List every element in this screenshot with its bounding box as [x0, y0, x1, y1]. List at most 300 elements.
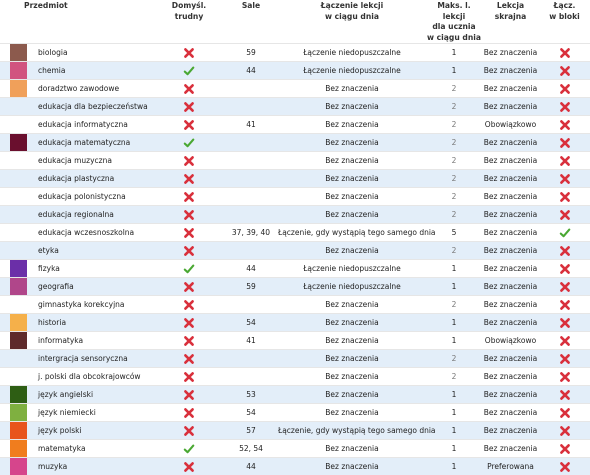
max-lessons-cell — [426, 458, 482, 475]
table-header — [0, 0, 590, 44]
cross-icon[interactable] — [559, 299, 571, 311]
block-join-cell[interactable] — [539, 188, 590, 206]
cross-icon[interactable] — [183, 371, 195, 383]
edge-lesson-cell — [482, 152, 539, 170]
block-join-cell[interactable] — [539, 80, 590, 98]
subject-name — [33, 152, 154, 170]
max-lessons-cell — [426, 332, 482, 350]
rooms-text: 54 — [246, 408, 256, 417]
block-join-cell[interactable] — [539, 242, 590, 260]
header-edge-lesson[interactable] — [482, 0, 539, 44]
rooms-cell — [224, 296, 278, 314]
joining-cell — [278, 422, 426, 440]
max-lessons-cell — [426, 368, 482, 386]
difficult-cell[interactable] — [154, 116, 224, 134]
header-joining[interactable] — [278, 0, 426, 44]
table-row[interactable] — [0, 206, 590, 224]
table-row[interactable] — [0, 134, 590, 152]
subject-color-swatch — [10, 458, 27, 475]
table-row[interactable] — [0, 116, 590, 134]
rooms-cell — [224, 206, 278, 224]
max-lessons-cell — [426, 80, 482, 98]
edge-lesson-cell — [482, 386, 539, 404]
rooms-text: 52, 54 — [239, 444, 263, 453]
subject-name-text: edukacja muzyczna — [38, 156, 112, 165]
edge-lesson-cell — [482, 368, 539, 386]
rooms-cell — [224, 134, 278, 152]
subject-name-text: biologia — [38, 48, 68, 57]
block-join-cell[interactable] — [539, 134, 590, 152]
max-lessons-cell — [426, 188, 482, 206]
table-row[interactable] — [0, 440, 590, 458]
subject-name — [33, 44, 154, 62]
cross-icon[interactable] — [183, 209, 195, 221]
max-lessons-text: 1 — [452, 318, 457, 327]
edge-lesson-cell — [482, 116, 539, 134]
joining-text: Bez znaczenia — [325, 300, 378, 309]
joining-cell — [278, 116, 426, 134]
edge-lesson-text: Bez znaczenia — [484, 300, 537, 309]
cross-icon[interactable] — [559, 389, 571, 401]
max-lessons-cell — [426, 170, 482, 188]
subject-name-text: język polski — [38, 426, 82, 435]
rooms-text: 41 — [246, 336, 256, 345]
table-row[interactable] — [0, 278, 590, 296]
cross-icon[interactable] — [559, 119, 571, 131]
max-lessons-text: 1 — [452, 426, 457, 435]
table-row[interactable] — [0, 422, 590, 440]
max-lessons-text: 2 — [452, 102, 457, 111]
edge-lesson-cell — [482, 296, 539, 314]
difficult-cell[interactable] — [154, 80, 224, 98]
difficult-cell[interactable] — [154, 44, 224, 62]
edge-lesson-cell — [482, 422, 539, 440]
rooms-cell — [224, 368, 278, 386]
joining-cell — [278, 314, 426, 332]
rooms-cell — [224, 314, 278, 332]
rooms-cell — [224, 350, 278, 368]
cross-icon[interactable] — [183, 281, 195, 293]
table-row[interactable] — [0, 386, 590, 404]
joining-text: Bez znaczenia — [325, 372, 378, 381]
rooms-cell — [224, 404, 278, 422]
cross-icon[interactable] — [559, 371, 571, 383]
cross-icon[interactable] — [183, 119, 195, 131]
joining-text: Bez znaczenia — [325, 84, 378, 93]
cross-icon[interactable] — [183, 299, 195, 311]
difficult-cell[interactable] — [154, 332, 224, 350]
difficult-cell[interactable] — [154, 404, 224, 422]
header-block-join[interactable] — [539, 0, 590, 44]
subject-color-swatch — [10, 314, 27, 331]
cross-icon[interactable] — [559, 155, 571, 167]
subject-name — [33, 332, 154, 350]
subject-name-text: edukacja matematyczna — [38, 138, 130, 147]
subject-name-text: etyka — [38, 246, 59, 255]
rooms-cell — [224, 332, 278, 350]
block-join-cell[interactable] — [539, 332, 590, 350]
cross-icon[interactable] — [559, 263, 571, 275]
subject-name-text: historia — [38, 318, 66, 327]
difficult-cell[interactable] — [154, 134, 224, 152]
cross-icon[interactable] — [183, 407, 195, 419]
rooms-cell — [224, 80, 278, 98]
joining-text: Łączenie niedopuszczalne — [303, 264, 401, 273]
subject-name — [33, 224, 154, 242]
subject-color-swatch — [10, 152, 27, 169]
difficult-cell[interactable] — [154, 368, 224, 386]
table-row[interactable] — [0, 224, 590, 242]
max-lessons-text: 2 — [452, 120, 457, 129]
joining-cell — [278, 278, 426, 296]
cross-icon[interactable] — [559, 47, 571, 59]
block-join-cell[interactable] — [539, 422, 590, 440]
rooms-text: 59 — [246, 48, 256, 57]
max-lessons-cell — [426, 44, 482, 62]
subject-name-text: edukacja wczesnoszkolna — [38, 228, 134, 237]
cross-icon[interactable] — [183, 83, 195, 95]
edge-lesson-cell — [482, 44, 539, 62]
edge-lesson-text: Bez znaczenia — [484, 390, 537, 399]
rooms-cell — [224, 170, 278, 188]
rooms-cell — [224, 458, 278, 475]
check-icon[interactable] — [183, 65, 195, 77]
block-join-cell[interactable] — [539, 206, 590, 224]
block-join-cell[interactable] — [539, 260, 590, 278]
joining-cell — [278, 170, 426, 188]
difficult-cell[interactable] — [154, 314, 224, 332]
table-row[interactable] — [0, 458, 590, 475]
rooms-text: 37, 39, 40 — [232, 228, 270, 237]
max-lessons-cell — [426, 440, 482, 458]
block-join-cell[interactable] — [539, 152, 590, 170]
joining-text: Bez znaczenia — [325, 192, 378, 201]
header-rooms[interactable] — [224, 0, 278, 44]
difficult-cell[interactable] — [154, 242, 224, 260]
subject-name-text: edukacja dla bezpieczeństwa — [38, 102, 148, 111]
subject-name-text: edukacja polonistyczna — [38, 192, 126, 201]
edge-lesson-text: Bez znaczenia — [484, 102, 537, 111]
joining-cell — [278, 404, 426, 422]
table-row[interactable] — [0, 152, 590, 170]
subject-name — [33, 62, 154, 80]
max-lessons-cell — [426, 134, 482, 152]
block-join-cell[interactable] — [539, 368, 590, 386]
max-lessons-cell — [426, 206, 482, 224]
difficult-cell[interactable] — [154, 350, 224, 368]
rooms-text: 54 — [246, 318, 256, 327]
cross-icon[interactable] — [183, 425, 195, 437]
difficult-cell[interactable] — [154, 458, 224, 475]
edge-lesson-text: Bez znaczenia — [484, 174, 537, 183]
cross-icon[interactable] — [559, 281, 571, 293]
subject-name-text: doradztwo zawodowe — [38, 84, 119, 93]
max-lessons-text: 2 — [452, 156, 457, 165]
rooms-cell — [224, 62, 278, 80]
table-row[interactable] — [0, 170, 590, 188]
joining-cell — [278, 206, 426, 224]
edge-lesson-text: Bez znaczenia — [484, 138, 537, 147]
subject-name-text: edukacja plastyczna — [38, 174, 114, 183]
cross-icon[interactable] — [183, 227, 195, 239]
cross-icon[interactable] — [559, 173, 571, 185]
difficult-cell[interactable] — [154, 224, 224, 242]
block-join-cell[interactable] — [539, 296, 590, 314]
subject-name — [33, 350, 154, 368]
subject-name — [33, 260, 154, 278]
subject-color-swatch — [10, 296, 27, 313]
check-icon[interactable] — [183, 443, 195, 455]
header-rooms-label: Sale — [242, 1, 260, 10]
table-row[interactable] — [0, 62, 590, 80]
header-max-lessons[interactable] — [426, 0, 482, 44]
cross-icon[interactable] — [559, 443, 571, 455]
cross-icon[interactable] — [559, 137, 571, 149]
table-row[interactable] — [0, 350, 590, 368]
subject-name — [33, 386, 154, 404]
cross-icon[interactable] — [559, 425, 571, 437]
max-lessons-text: 2 — [452, 354, 457, 363]
joining-text: Bez znaczenia — [325, 390, 378, 399]
header-subject[interactable] — [0, 0, 154, 44]
cross-icon[interactable] — [559, 101, 571, 113]
rooms-cell — [224, 386, 278, 404]
joining-text: Łączenie, gdy wystąpią tego samego dnia — [278, 426, 436, 435]
table-row[interactable] — [0, 332, 590, 350]
header-joining-line2: w ciągu dnia — [325, 12, 379, 21]
block-join-cell[interactable] — [539, 440, 590, 458]
table-row[interactable] — [0, 44, 590, 62]
table-row[interactable] — [0, 188, 590, 206]
block-join-cell[interactable] — [539, 386, 590, 404]
subject-name-text: edukacja regionalna — [38, 210, 114, 219]
cross-icon[interactable] — [559, 65, 571, 77]
joining-cell — [278, 440, 426, 458]
cross-icon[interactable] — [183, 353, 195, 365]
cross-icon[interactable] — [559, 461, 571, 473]
block-join-cell[interactable] — [539, 116, 590, 134]
block-join-cell[interactable] — [539, 44, 590, 62]
subject-color-swatch — [10, 278, 27, 295]
check-icon[interactable] — [559, 227, 571, 239]
max-lessons-cell — [426, 350, 482, 368]
subject-name — [33, 98, 154, 116]
difficult-cell[interactable] — [154, 206, 224, 224]
difficult-cell[interactable] — [154, 152, 224, 170]
table-row[interactable] — [0, 80, 590, 98]
header-difficult-line1: Domyśl. — [172, 1, 206, 10]
max-lessons-cell — [426, 260, 482, 278]
block-join-cell[interactable] — [539, 278, 590, 296]
rooms-text: 44 — [246, 462, 256, 471]
header-edge-line2: skrajna — [495, 12, 527, 21]
cross-icon[interactable] — [183, 461, 195, 473]
subject-color-swatch — [10, 260, 27, 277]
check-icon[interactable] — [183, 137, 195, 149]
max-lessons-text: 2 — [452, 210, 457, 219]
edge-lesson-text: Bez znaczenia — [484, 210, 537, 219]
subject-color-swatch — [10, 386, 27, 403]
joining-text: Łączenie niedopuszczalne — [303, 282, 401, 291]
subject-color-swatch — [10, 80, 27, 97]
subject-name — [33, 278, 154, 296]
edge-lesson-cell — [482, 404, 539, 422]
subject-color-swatch — [10, 404, 27, 421]
block-join-cell[interactable] — [539, 350, 590, 368]
edge-lesson-text: Obowiązkowo — [485, 336, 536, 345]
block-join-cell[interactable] — [539, 404, 590, 422]
joining-text: Bez znaczenia — [325, 156, 378, 165]
subject-color-swatch — [10, 98, 27, 115]
rooms-cell — [224, 116, 278, 134]
cross-icon[interactable] — [183, 335, 195, 347]
header-joining-line1: Łączenie lekcji — [321, 1, 383, 10]
joining-text: Bez znaczenia — [325, 138, 378, 147]
cross-icon[interactable] — [559, 209, 571, 221]
joining-cell — [278, 368, 426, 386]
cross-icon[interactable] — [183, 101, 195, 113]
edge-lesson-text: Bez znaczenia — [484, 282, 537, 291]
block-join-cell[interactable] — [539, 458, 590, 475]
edge-lesson-cell — [482, 62, 539, 80]
joining-cell — [278, 350, 426, 368]
edge-lesson-cell — [482, 350, 539, 368]
joining-cell — [278, 332, 426, 350]
max-lessons-cell — [426, 62, 482, 80]
edge-lesson-text: Bez znaczenia — [484, 48, 537, 57]
edge-lesson-text: Bez znaczenia — [484, 372, 537, 381]
rooms-cell — [224, 188, 278, 206]
edge-lesson-cell — [482, 224, 539, 242]
max-lessons-cell — [426, 278, 482, 296]
header-block-line2: w bloki — [549, 12, 580, 21]
joining-cell — [278, 224, 426, 242]
edge-lesson-cell — [482, 278, 539, 296]
difficult-cell[interactable] — [154, 440, 224, 458]
joining-text: Bez znaczenia — [325, 408, 378, 417]
block-join-cell[interactable] — [539, 224, 590, 242]
cross-icon[interactable] — [559, 83, 571, 95]
rooms-cell — [224, 98, 278, 116]
rooms-text: 44 — [246, 264, 256, 273]
max-lessons-cell — [426, 98, 482, 116]
joining-cell — [278, 152, 426, 170]
subject-color-swatch — [10, 116, 27, 133]
joining-text: Bez znaczenia — [325, 336, 378, 345]
subject-color-swatch — [10, 224, 27, 241]
edge-lesson-cell — [482, 260, 539, 278]
table-row[interactable] — [0, 98, 590, 116]
cross-icon[interactable] — [183, 155, 195, 167]
cross-icon[interactable] — [559, 407, 571, 419]
cross-icon[interactable] — [559, 245, 571, 257]
difficult-cell[interactable] — [154, 170, 224, 188]
difficult-cell[interactable] — [154, 422, 224, 440]
table-row[interactable] — [0, 368, 590, 386]
edge-lesson-cell — [482, 458, 539, 475]
edge-lesson-cell — [482, 80, 539, 98]
block-join-cell[interactable] — [539, 98, 590, 116]
cross-icon[interactable] — [559, 335, 571, 347]
check-icon[interactable] — [183, 263, 195, 275]
joining-text: Łączenie niedopuszczalne — [303, 48, 401, 57]
max-lessons-text: 1 — [452, 390, 457, 399]
max-lessons-cell — [426, 296, 482, 314]
subject-name-text: język angielski — [38, 390, 93, 399]
max-lessons-cell — [426, 314, 482, 332]
difficult-cell[interactable] — [154, 386, 224, 404]
cross-icon[interactable] — [559, 191, 571, 203]
cross-icon[interactable] — [183, 245, 195, 257]
cross-icon[interactable] — [559, 353, 571, 365]
subject-name-text: fizyka — [38, 264, 60, 273]
difficult-cell[interactable] — [154, 62, 224, 80]
joining-cell — [278, 260, 426, 278]
rooms-cell — [224, 242, 278, 260]
cross-icon[interactable] — [559, 317, 571, 329]
block-join-cell[interactable] — [539, 62, 590, 80]
joining-cell — [278, 458, 426, 475]
max-lessons-text: 2 — [452, 246, 457, 255]
table-row[interactable] — [0, 242, 590, 260]
max-lessons-text: 1 — [452, 408, 457, 417]
joining-cell — [278, 134, 426, 152]
edge-lesson-cell — [482, 170, 539, 188]
cross-icon[interactable] — [183, 191, 195, 203]
subject-color-swatch — [10, 440, 27, 457]
joining-cell — [278, 80, 426, 98]
table-row[interactable] — [0, 314, 590, 332]
subject-name-text: informatyka — [38, 336, 83, 345]
cross-icon[interactable] — [183, 173, 195, 185]
cross-icon[interactable] — [183, 47, 195, 59]
table-row[interactable] — [0, 260, 590, 278]
table-body — [0, 44, 590, 475]
max-lessons-cell — [426, 386, 482, 404]
table-row[interactable] — [0, 296, 590, 314]
joining-text: Bez znaczenia — [325, 246, 378, 255]
cross-icon[interactable] — [183, 317, 195, 329]
joining-cell — [278, 44, 426, 62]
difficult-cell[interactable] — [154, 278, 224, 296]
joining-text: Bez znaczenia — [325, 102, 378, 111]
header-subject-label: Przedmiot — [24, 1, 68, 10]
difficult-cell[interactable] — [154, 260, 224, 278]
block-join-cell[interactable] — [539, 170, 590, 188]
subject-color-swatch — [10, 134, 27, 151]
subject-color-swatch — [10, 44, 27, 61]
subject-name-text: intergracja sensoryczna — [38, 354, 128, 363]
cross-icon[interactable] — [183, 389, 195, 401]
rooms-cell — [224, 278, 278, 296]
difficult-cell[interactable] — [154, 296, 224, 314]
joining-text: Bez znaczenia — [325, 462, 378, 471]
subject-name-text: edukacja informatyczna — [38, 120, 128, 129]
subject-name — [33, 296, 154, 314]
rooms-cell — [224, 260, 278, 278]
max-lessons-text: 2 — [452, 84, 457, 93]
difficult-cell[interactable] — [154, 98, 224, 116]
subject-color-swatch — [10, 332, 27, 349]
header-difficult[interactable] — [154, 0, 224, 44]
max-lessons-text: 2 — [452, 174, 457, 183]
rooms-text: 44 — [246, 66, 256, 75]
difficult-cell[interactable] — [154, 188, 224, 206]
table-row[interactable] — [0, 404, 590, 422]
block-join-cell[interactable] — [539, 314, 590, 332]
edge-lesson-text: Obowiązkowo — [485, 120, 536, 129]
joining-text: Bez znaczenia — [325, 120, 378, 129]
